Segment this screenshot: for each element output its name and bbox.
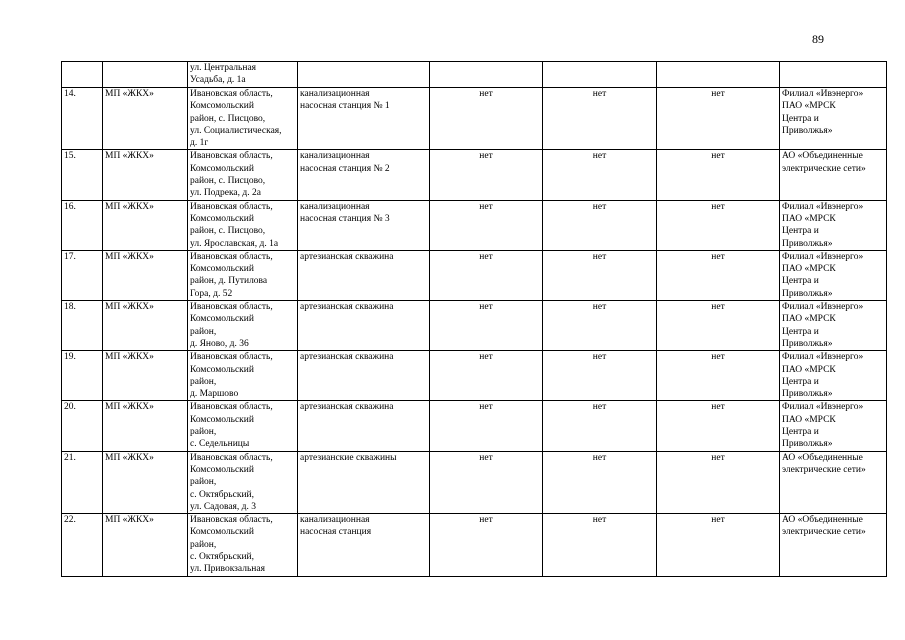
table-row [62, 88, 887, 150]
cell-supplier: АО «Объединенные электрические сети» [780, 150, 887, 200]
cell-col7: нет [657, 88, 780, 150]
cell-col6: нет [543, 401, 657, 451]
cell-object [298, 62, 430, 88]
page-number: 89 [812, 32, 824, 46]
cell-col5 [430, 62, 543, 88]
cell-num: 14. [62, 88, 103, 150]
cell-address: Ивановская область, Комсомольский район, с. Писцово, ул. Ярославская, д. 1а [188, 200, 298, 250]
table-row-continued [62, 62, 887, 88]
cell-object: канализационная насосная станция № 2 [298, 150, 430, 200]
cell-col6: нет [543, 351, 657, 401]
cell-org: МП «ЖКХ» [103, 88, 188, 150]
cell-supplier: Филиал «Ивэнерго» ПАО «МРСК Центра и Приволжья» [780, 200, 887, 250]
cell-num: 15. [62, 150, 103, 200]
cell-num: 21. [62, 451, 103, 513]
table-row [62, 451, 887, 513]
cell-col5: нет [430, 401, 543, 451]
cell-org: МП «ЖКХ» [103, 451, 188, 513]
facilities-table [61, 61, 887, 577]
cell-address: Ивановская область, Комсомольский район, с. Октябрьский, ул. Привокзальная [188, 514, 298, 576]
cell-address: Ивановская область, Комсомольский район, с. Октябрьский, ул. Садовая, д. 3 [188, 451, 298, 513]
cell-col5: нет [430, 514, 543, 576]
cell-address: Ивановская область, Комсомольский район, д. Путилова Гора, д. 52 [188, 250, 298, 300]
cell-object: артезианская скважина [298, 401, 430, 451]
cell-org: МП «ЖКХ» [103, 200, 188, 250]
cell-col5: нет [430, 200, 543, 250]
cell-col7: нет [657, 351, 780, 401]
cell-col6: нет [543, 514, 657, 576]
cell-address: Ивановская область, Комсомольский район, с. Писцово, ул. Подрека, д. 2а [188, 150, 298, 200]
cell-org [103, 62, 188, 88]
table-row [62, 351, 887, 401]
cell-object: артезианская скважина [298, 301, 430, 351]
cell-col7: нет [657, 301, 780, 351]
table-row [62, 150, 887, 200]
cell-org: МП «ЖКХ» [103, 301, 188, 351]
cell-object: артезианская скважина [298, 351, 430, 401]
table-row [62, 514, 887, 576]
cell-num [62, 62, 103, 88]
table-row [62, 301, 887, 351]
cell-org: МП «ЖКХ» [103, 150, 188, 200]
cell-address: Ивановская область, Комсомольский район, с. Писцово, ул. Социалистическая, д. 1г [188, 88, 298, 150]
table-row [62, 401, 887, 451]
cell-col5: нет [430, 250, 543, 300]
cell-org: МП «ЖКХ» [103, 514, 188, 576]
cell-object: артезианская скважина [298, 250, 430, 300]
cell-col7: нет [657, 250, 780, 300]
cell-col7: нет [657, 150, 780, 200]
cell-object: артезианские скважины [298, 451, 430, 513]
cell-col5: нет [430, 351, 543, 401]
cell-supplier: Филиал «Ивэнерго» ПАО «МРСК Центра и Приволжья» [780, 401, 887, 451]
cell-col5: нет [430, 88, 543, 150]
cell-org: МП «ЖКХ» [103, 401, 188, 451]
cell-object: канализационная насосная станция № 3 [298, 200, 430, 250]
cell-col7: нет [657, 514, 780, 576]
table-row [62, 200, 887, 250]
cell-supplier: Филиал «Ивэнерго» ПАО «МРСК Центра и Приволжья» [780, 88, 887, 150]
cell-col6: нет [543, 451, 657, 513]
cell-col6: нет [543, 150, 657, 200]
cell-col6: нет [543, 301, 657, 351]
cell-address: Ивановская область, Комсомольский район, д. Яново, д. 36 [188, 301, 298, 351]
cell-address: Ивановская область, Комсомольский район, с. Седельницы [188, 401, 298, 451]
cell-col6 [543, 62, 657, 88]
cell-supplier: АО «Объединенные электрические сети» [780, 514, 887, 576]
cell-org: МП «ЖКХ» [103, 250, 188, 300]
cell-supplier: Филиал «Ивэнерго» ПАО «МРСК Центра и Приволжья» [780, 351, 887, 401]
cell-object: канализационная насосная станция [298, 514, 430, 576]
cell-col7 [657, 62, 780, 88]
table-row [62, 250, 887, 300]
cell-num: 22. [62, 514, 103, 576]
cell-col5: нет [430, 150, 543, 200]
cell-org: МП «ЖКХ» [103, 351, 188, 401]
cell-supplier [780, 62, 887, 88]
cell-col6: нет [543, 88, 657, 150]
cell-col7: нет [657, 401, 780, 451]
cell-num: 20. [62, 401, 103, 451]
cell-col6: нет [543, 250, 657, 300]
cell-num: 16. [62, 200, 103, 250]
cell-col6: нет [543, 200, 657, 250]
cell-address: Ивановская область, Комсомольский район, д. Маршово [188, 351, 298, 401]
cell-col7: нет [657, 200, 780, 250]
cell-col7: нет [657, 451, 780, 513]
cell-object: канализационная насосная станция № 1 [298, 88, 430, 150]
cell-supplier: АО «Объединенные электрические сети» [780, 451, 887, 513]
cell-address: ул. Центральная Усадьба, д. 1а [188, 62, 298, 88]
cell-num: 18. [62, 301, 103, 351]
cell-supplier: Филиал «Ивэнерго» ПАО «МРСК Центра и Приволжья» [780, 250, 887, 300]
cell-num: 19. [62, 351, 103, 401]
cell-col5: нет [430, 301, 543, 351]
cell-col5: нет [430, 451, 543, 513]
cell-supplier: Филиал «Ивэнерго» ПАО «МРСК Центра и Приволжья» [780, 301, 887, 351]
cell-num: 17. [62, 250, 103, 300]
